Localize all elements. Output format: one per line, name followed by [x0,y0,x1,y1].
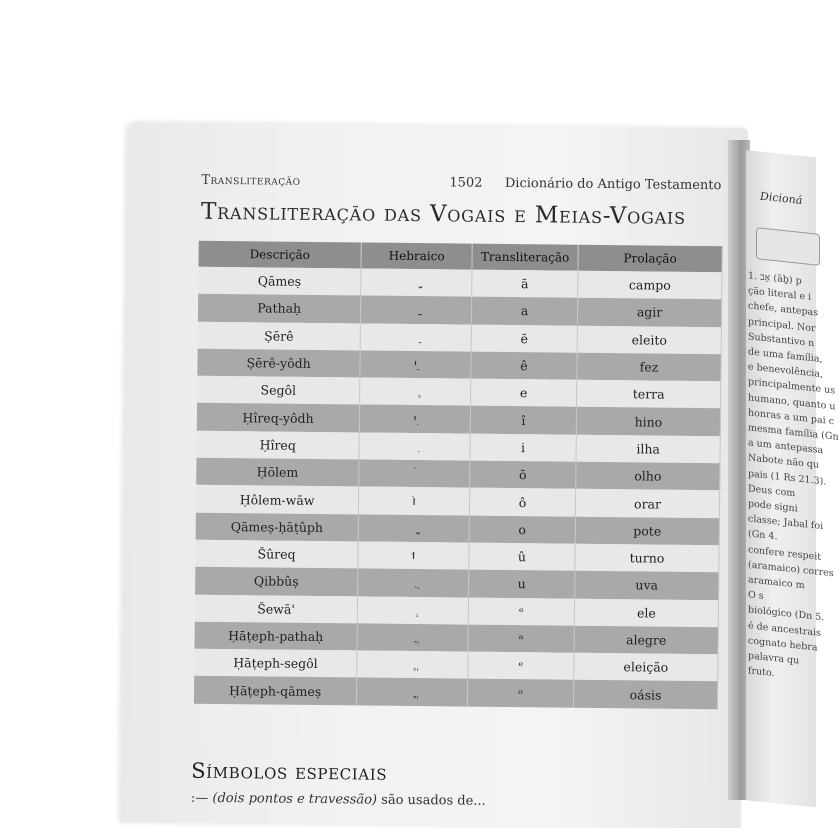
facing-page-line: é de ancestrais [748,619,821,639]
cell-transliteracao: ō [470,461,577,489]
cell-prolacao: uva [575,571,719,600]
cell-hebraico: ֳ [357,678,468,706]
cell-prolacao: hino [576,407,720,436]
cell-hebraico: ֵ [360,323,471,351]
cell-transliteracao: û [469,543,576,571]
cell-descricao: Segôl [197,376,360,405]
facing-page-line: palavra qu [748,650,800,667]
cell-hebraico: ָ [361,268,472,296]
cell-descricao: Ḥāṭeph-segôl [194,649,357,678]
facing-page-line: biológico (Dn 5. [748,604,825,624]
facing-page-line: classe; Jabal foi [748,513,824,533]
cell-transliteracao: ᵒ [467,679,574,707]
cell-descricao: Ḥāṭeph-pathaḥ [194,622,357,651]
cell-hebraico: ַ [361,296,472,324]
cell-hebraico: ְ [358,596,469,624]
cell-transliteracao: ô [469,488,576,516]
cell-transliteracao: ᵃ [468,624,575,652]
cell-descricao: Ḥîreq [196,431,359,460]
cell-prolacao: terra [577,380,721,409]
cell-hebraico: וֹ [359,487,470,515]
facing-page-line: aramaico m [748,574,805,592]
symbol-italic-text: (dois pontos e travessão) [212,790,378,808]
cell-prolacao: agir [578,298,722,327]
cell-prolacao: eleito [577,325,721,354]
cell-transliteracao: î [470,406,577,434]
facing-page-line: pais (1 Rs 21.3). [748,467,827,488]
special-symbols-text [191,791,731,812]
cell-transliteracao: e [470,379,577,407]
table-row [194,676,718,709]
cell-prolacao: oásis [574,680,718,709]
table-body [194,267,722,709]
cell-hebraico: ֹ [359,460,470,488]
cell-hebraico: ִ [359,432,470,460]
cell-transliteracao: ᵉ [468,652,575,680]
facing-page-line: ção literal e i [748,285,812,304]
cell-hebraico: ֲ [357,623,468,651]
symbol-rest-text: são usados de... [376,792,486,809]
cell-prolacao: olho [576,462,720,491]
cell-descricao: Ṣērê-yôdh [197,349,360,378]
running-head-section: Transliteração [201,172,301,189]
cell-hebraico: ֱ [357,651,468,679]
facing-page-box [756,227,820,266]
cell-transliteracao: ā [472,270,579,298]
header-hebraico: Hebraico [361,242,472,269]
cell-hebraico: ֻ [358,569,469,597]
facing-page-line: de uma família, [748,346,823,366]
cell-descricao: Ḥôlem-wāw [196,485,359,514]
cell-transliteracao: ê [471,351,578,379]
cell-descricao: Ḥāṭeph-qāmeṣ [194,676,357,705]
facing-page-line: fruto. [748,665,775,680]
cell-transliteracao: ē [471,324,578,352]
cell-descricao: Ṣērê [198,321,361,350]
cell-hebraico: ִי [360,405,471,433]
cell-prolacao: pote [575,516,719,545]
running-head [201,173,721,198]
book-page [121,122,748,828]
cell-descricao: Šûreq [195,540,358,569]
header-descricao: Descrição [198,241,361,269]
facing-page-line: e benevolência, [748,361,823,381]
cell-transliteracao: o [469,515,576,543]
facing-page-line: (Gn 4. [748,528,778,543]
facing-page-line: (aramaico) corres [748,559,834,580]
cell-prolacao: ele [574,598,718,627]
cell-prolacao: turno [575,544,719,573]
cell-hebraico: ֶ [360,378,471,406]
facing-page-line: principal. Nor [748,315,816,335]
facing-page-line: 1. אָב (āḇ) p [748,270,802,287]
cell-prolacao: eleição [574,653,718,682]
header-prolacao: Prolação [578,245,722,273]
cell-transliteracao: a [471,297,578,325]
page-number: 1502 [449,175,483,191]
facing-page-line: Nabote não qu [748,452,819,472]
cell-transliteracao: u [468,570,575,598]
cell-descricao: Ḥîreq-yôdh [197,403,360,432]
cell-transliteracao: ᵉ [468,597,575,625]
running-head-book-title: Dicionário do Antigo Testamento [504,175,722,194]
facing-page-line: humano, quanto u [748,391,836,413]
cell-descricao: Ḥōlem [196,458,359,487]
facing-page-line: O s [748,589,764,603]
cell-hebraico: ֵי [360,350,471,378]
cell-prolacao: orar [576,489,720,518]
facing-page-line: a um antepassa [748,437,824,457]
cell-prolacao: alegre [574,626,718,655]
cell-descricao: Qibbûṣ [195,567,358,596]
cell-prolacao: campo [578,271,722,300]
facing-page-line: chefe, antepas [748,300,819,320]
facing-page-line: Substantivo n [748,331,815,350]
cell-hebraico: ָ [358,514,469,542]
facing-page-line: cognato hebra [748,635,818,654]
special-symbols-heading: Símbolos especiais [191,758,388,785]
vowels-table [194,241,723,709]
facing-page-line: confere respeit [748,543,822,563]
facing-page-text [748,268,839,687]
cell-prolacao: ilha [576,434,720,463]
facing-page-line: mesma família (Gn [748,422,839,443]
cell-descricao: Pathaḥ [198,294,361,323]
header-transliteracao: Transliteração [472,244,579,271]
page-title: Transliteração das Vogais e Meias-Vogais [200,198,687,230]
facing-page [745,150,839,807]
cell-descricao: Šewā' [195,594,358,623]
cell-prolacao: fez [577,353,721,382]
facing-page-line: honras a um pai c [748,407,835,428]
facing-page-line: pode signi [748,498,798,515]
symbol-prefix: :— [190,790,209,806]
cell-hebraico: וּ [358,541,469,569]
facing-page-running-head: Dicioná [760,189,803,208]
facing-page-line: principalmente us [748,376,836,397]
cell-descricao: Qāmeṣ [198,267,361,296]
cell-transliteracao: i [470,433,577,461]
cell-descricao: Qāmeṣ-ḥāṭûph [196,512,359,541]
facing-page-line: Deus com [748,483,796,500]
